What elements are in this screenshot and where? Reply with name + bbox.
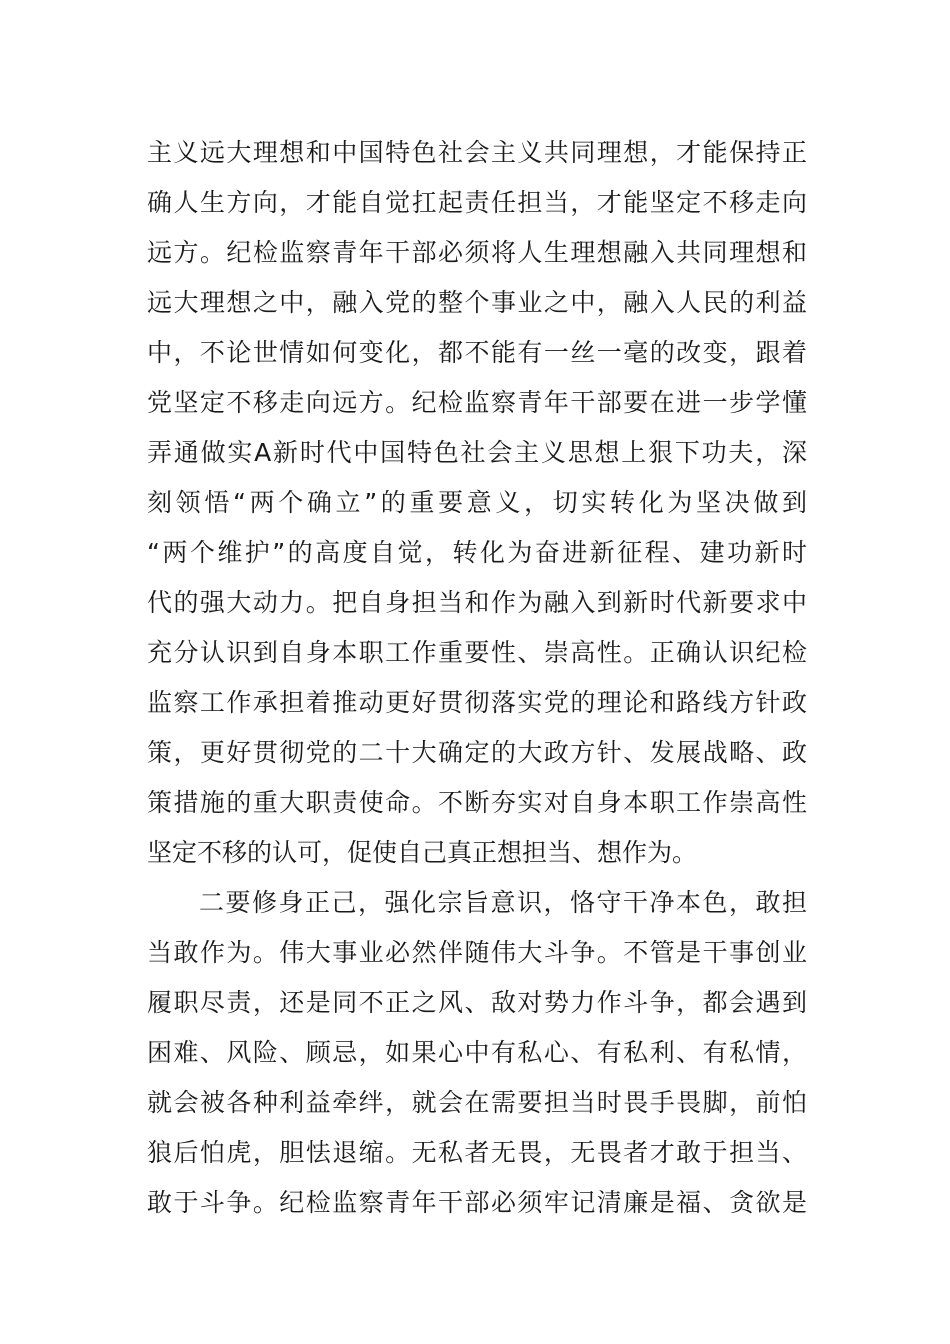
text-line: 困难、风险、顾忌，如果心中有私心、有私利、有私情， — [147, 1038, 807, 1067]
text-line: 策，更好贯彻党的二十大确定的大政方针、发展战略、政 — [147, 738, 807, 767]
text-line: 远方。纪检监察青年干部必须将人生理想融入共同理想和 — [147, 238, 807, 267]
text-line: 党坚定不移走向远方。纪检监察青年干部要在进一步学懂 — [147, 388, 807, 417]
text-line: “两个维护”的高度自觉，转化为奋进新征程、建功新时 — [147, 538, 807, 567]
text-line: 远大理想之中，融入党的整个事业之中，融入人民的利益 — [147, 288, 807, 317]
text-line: 就会被各种利益牵绊，就会在需要担当时畏手畏脚，前怕 — [147, 1088, 807, 1117]
text-line: 监察工作承担着推动更好贯彻落实党的理论和路线方针政 — [147, 688, 807, 717]
text-line: 策措施的重大职责使命。不断夯实对自身本职工作崇高性 — [147, 788, 807, 817]
text-line: 敢于斗争。纪检监察青年干部必须牢记清廉是福、贪欲是 — [147, 1188, 807, 1217]
text-line: 主义远大理想和中国特色社会主义共同理想，才能保持正 — [147, 138, 807, 167]
text-line: 坚定不移的认可，促使自己真正想担当、想作为。 — [147, 838, 698, 867]
text-line: 确人生方向，才能自觉扛起责任担当，才能坚定不移走向 — [147, 188, 807, 217]
text-line: 履职尽责，还是同不正之风、敌对势力作斗争，都会遇到 — [147, 988, 807, 1017]
text-line: 刻领悟“两个确立”的重要意义，切实转化为坚决做到 — [147, 488, 807, 517]
text-line: 狼后怕虎，胆怯退缩。无私者无畏，无畏者才敢于担当、 — [147, 1138, 807, 1167]
text-line: 中，不论世情如何变化，都不能有一丝一毫的改变，跟着 — [147, 338, 807, 367]
text-line: 弄通做实A新时代中国特色社会主义思想上狠下功夫，深 — [147, 438, 807, 467]
text-line: 充分认识到自身本职工作重要性、崇高性。正确认识纪检 — [147, 638, 807, 667]
text-line: 二要修身正己，强化宗旨意识，恪守干净本色，敢担 — [199, 888, 807, 917]
text-line: 当敢作为。伟大事业必然伴随伟大斗争。不管是干事创业 — [147, 938, 807, 967]
text-line: 代的强大动力。把自身担当和作为融入到新时代新要求中 — [147, 588, 807, 617]
